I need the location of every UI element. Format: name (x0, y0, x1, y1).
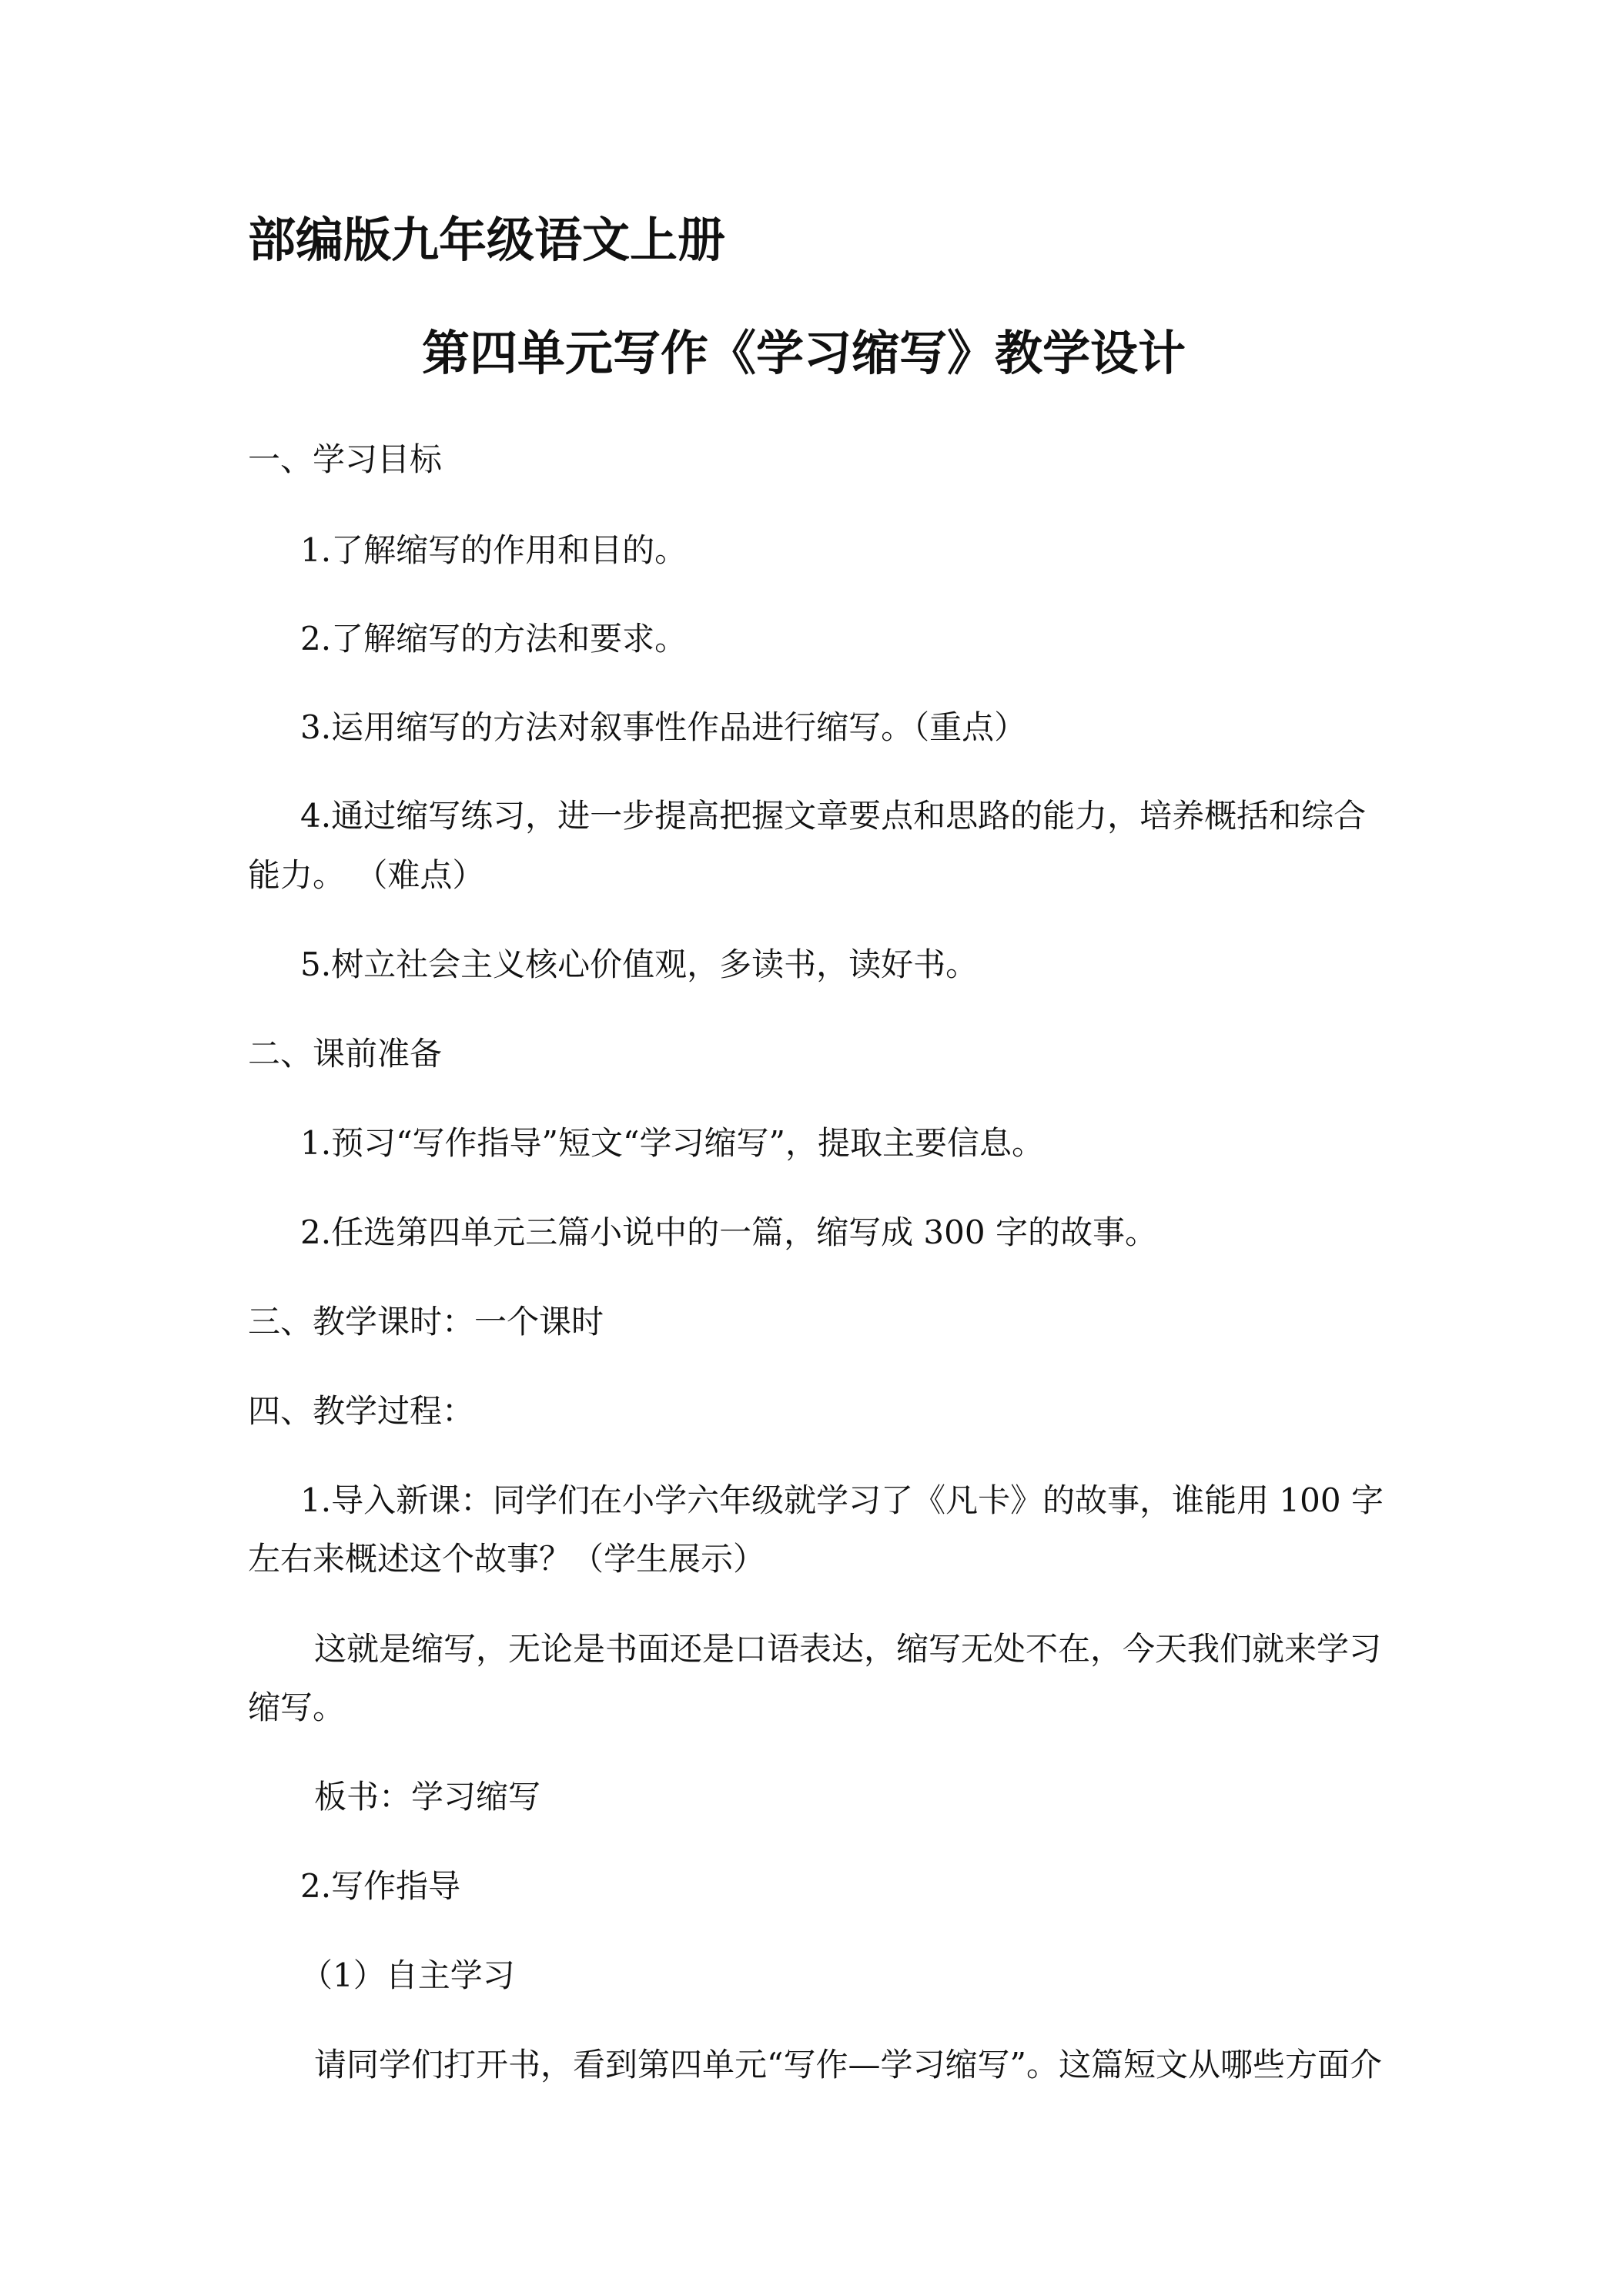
step-2-heading: 2.写作指导 (300, 1867, 461, 1905)
document-subtitle: 第四单元写作《学习缩写》教学设计 (422, 325, 1186, 381)
document-title: 部编版九年级语文上册 (248, 212, 726, 268)
paragraph-2-line-1: 请同学们打开书，看到第四单元“写作—学习缩写”。这篇短文从哪些方面介 (314, 2046, 1382, 2083)
step-1-line-1: 1.导入新课：同学们在小学六年级就学习了《凡卡》的故事，谁能用 100 字 (300, 1481, 1384, 1519)
goal-item-2: 2.了解缩写的方法和要求。 (300, 620, 688, 658)
section-heading-goals: 一、学习目标 (248, 440, 443, 478)
paragraph-1-line-1: 这就是缩写，无论是书面还是口语表达，缩写无处不在，今天我们就来学习 (314, 1630, 1382, 1668)
paragraph-1-line-2: 缩写。 (248, 1689, 346, 1726)
board-note: 板书：学习缩写 (314, 1778, 541, 1816)
goal-item-4-line-2: 能力。 （难点） (248, 856, 485, 894)
section-heading-preparation: 二、课前准备 (248, 1035, 443, 1073)
goal-item-1: 1.了解缩写的作用和目的。 (300, 531, 688, 569)
goal-item-4-line-1: 4.通过缩写练习，进一步提高把握文章要点和思路的能力，培养概括和综合 (300, 797, 1367, 835)
step-2-subheading: （1）自主学习 (300, 1956, 515, 1994)
step-1-line-2: 左右来概述这个故事？（学生展示） (248, 1540, 766, 1578)
section-heading-class-hours: 三、教学课时：一个课时 (248, 1303, 604, 1340)
section-heading-process: 四、教学过程： (248, 1392, 475, 1430)
goal-item-5: 5.树立社会主义核心价值观，多读书，读好书。 (300, 946, 979, 983)
prep-item-1: 1.预习“写作指导”短文“学习缩写”，提取主要信息。 (300, 1124, 1044, 1162)
prep-item-2: 2.任选第四单元三篇小说中的一篇，缩写成 300 字的故事。 (300, 1213, 1157, 1251)
goal-item-3: 3.运用缩写的方法对叙事性作品进行缩写。（重点） (300, 708, 1027, 746)
